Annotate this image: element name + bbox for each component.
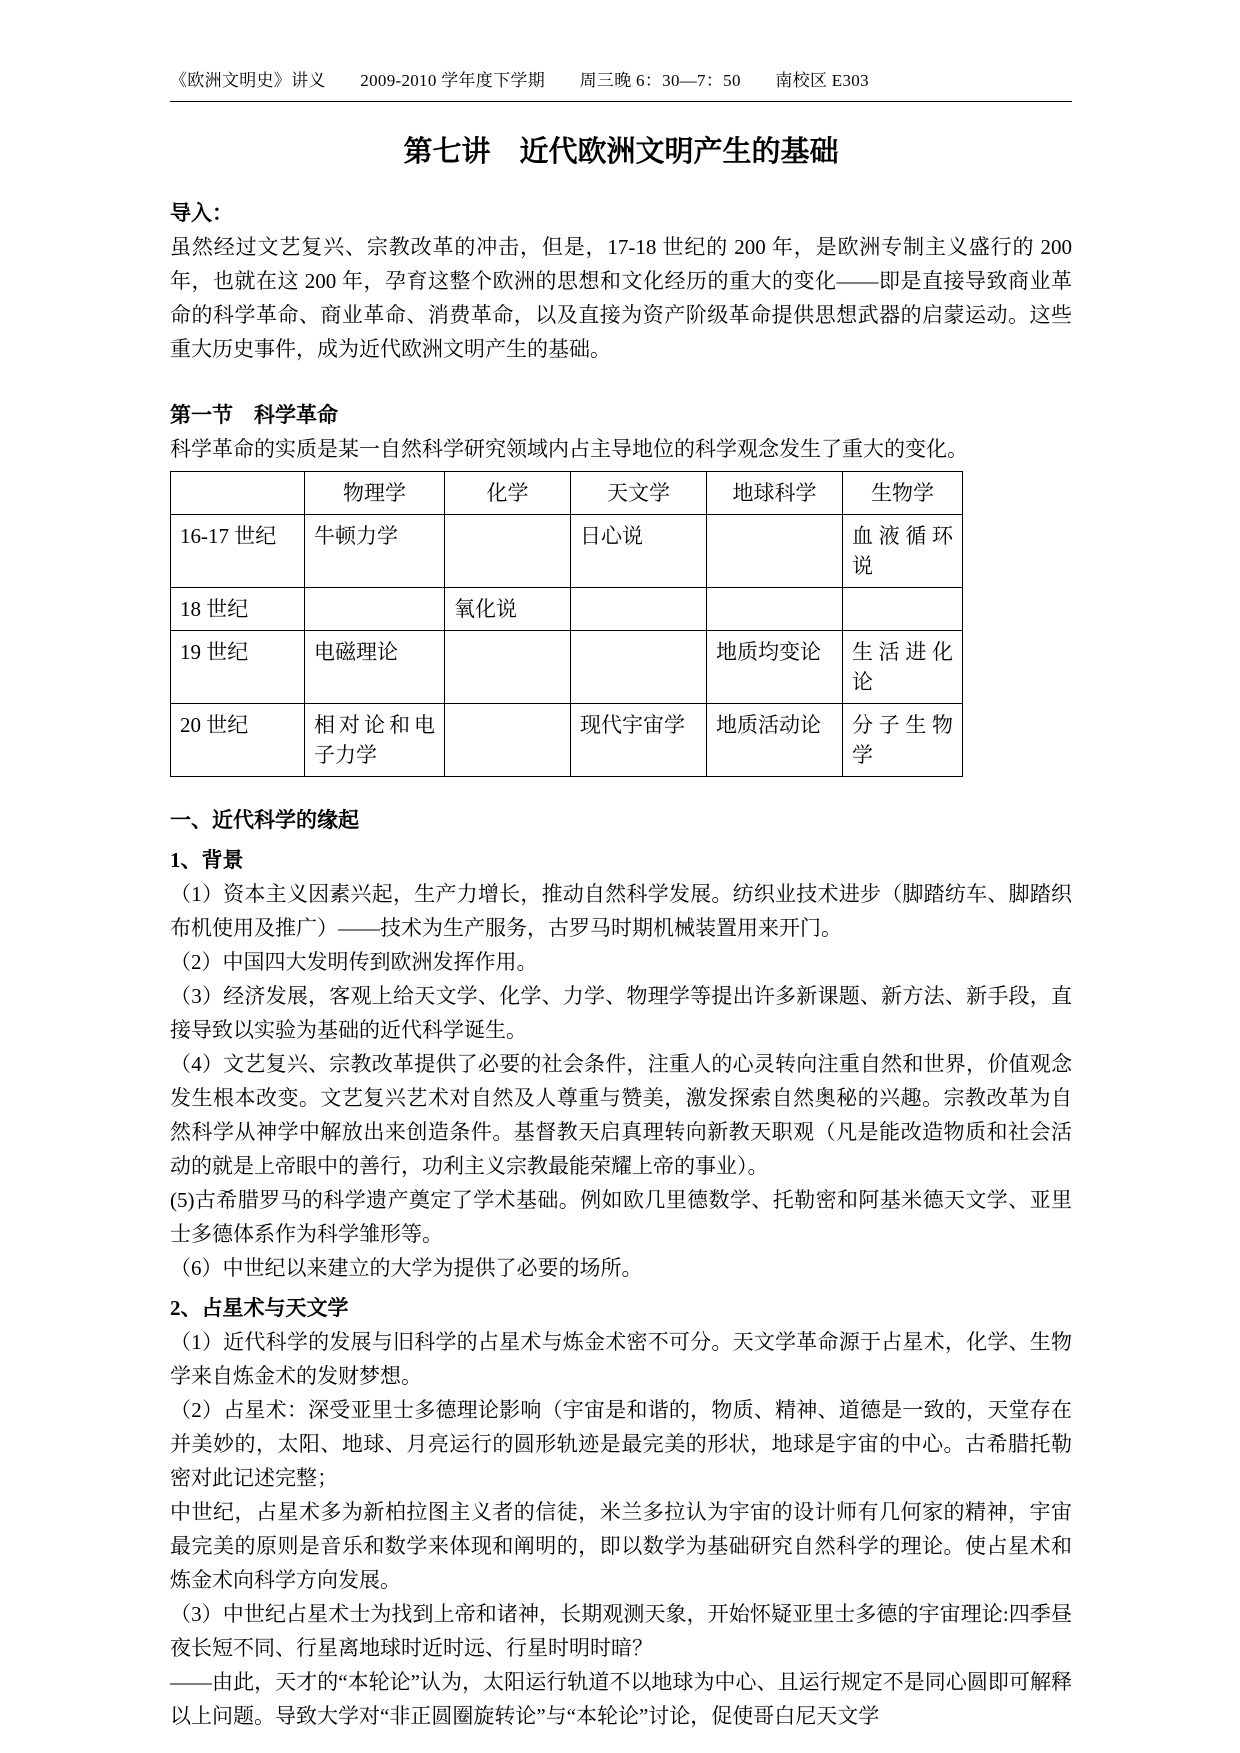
table-header-cell: 生物学 (843, 472, 963, 515)
table-cell: 电磁理论 (305, 631, 445, 704)
table-cell: 氧化说 (445, 588, 571, 631)
astrology-heading: 2、占星术与天文学 (170, 1296, 349, 1320)
table-cell: 20 世纪 (171, 704, 305, 777)
table-header-row (171, 472, 963, 515)
table-cell (571, 631, 707, 704)
table-cell: 19 世纪 (171, 631, 305, 704)
table-row (171, 588, 963, 631)
table-cell (571, 588, 707, 631)
astrology-item-5: ——由此，天才的“本轮论”认为，太阳运行轨道不以地球为中心、且运行规定不是同心圆即可解释以上问题。导致大学对“非正圆圈旋转论”与“本轮论”讨论，促使哥白尼天文学 (170, 1670, 1072, 1728)
table-row (171, 515, 963, 588)
table-cell: 分子生物学 (843, 704, 963, 777)
background-item-6: （6）中世纪以来建立的大学为提供了必要的场所。 (170, 1256, 643, 1280)
table-cell: 现代宇宙学 (571, 704, 707, 777)
intro-paragraph: 虽然经过文艺复兴、宗教改革的冲击，但是，17-18 世纪的 200 年，是欧洲专制主义盛行的 200 年，也就在这 200 年，孕育这整个欧洲的思想和文化经历的重大的变化——即是直接导致商业革命的科学革命、商业革命、消费革命，以及直接为资产阶级革命提供思想武器的启蒙运动。这些重大历史事件，成为近代欧洲文明产生的基础。 (170, 235, 1072, 361)
background-item-3: （3）经济发展，客观上给天文学、化学、力学、物理学等提出许多新课题、新方法、新手段，直接导致以实验为基础的近代科学诞生。 (170, 984, 1072, 1042)
astrology-item-4: （3）中世纪占星术士为找到上帝和诸神，长期观测天象，开始怀疑亚里士多德的宇宙理论:四季昼夜长短不同、行星离地球时近时远、行星时明时暗？ (170, 1602, 1072, 1660)
table-cell (707, 515, 843, 588)
background-item-5: (5)古希腊罗马的科学遗产奠定了学术基础。例如欧几里德数学、托勒密和阿基米德天文学、亚里士多德体系作为科学雏形等。 (170, 1188, 1072, 1246)
table-cell: 日心说 (571, 515, 707, 588)
table-cell: 相对论和电子力学 (305, 704, 445, 777)
page-header: 《欧洲文明史》讲义 2009-2010 学年度下学期 周三晚 6：30—7：50 南校区 E303 (170, 70, 1072, 102)
science-revolution-table (170, 471, 963, 777)
astrology-item-2: （2）占星术：深受亚里士多德理论影响（宇宙是和谐的，物质、精神、道德是一致的，天堂存在并美妙的，太阳、地球、月亮运行的圆形轨迹是最完美的形状，地球是宇宙的中心。古希腊托勒密对此记述完整； (170, 1398, 1072, 1490)
table-header-cell: 化学 (445, 472, 571, 515)
table-cell: 血液循环说 (843, 515, 963, 588)
table-row (171, 631, 963, 704)
table-cell (707, 588, 843, 631)
table-cell: 地质活动论 (707, 704, 843, 777)
section1-lead: 科学革命的实质是某一自然科学研究领域内占主导地位的科学观念发生了重大的变化。 (170, 437, 968, 461)
table-cell (445, 515, 571, 588)
document-title: 第七讲 近代欧洲文明产生的基础 (403, 136, 839, 168)
table-cell (445, 631, 571, 704)
section1-heading: 第一节 科学革命 (170, 403, 338, 427)
origin-section-heading: 一、近代科学的缘起 (170, 808, 359, 832)
table-header-cell (171, 472, 305, 515)
table-header-cell: 地球科学 (707, 472, 843, 515)
astrology-item-1: （1）近代科学的发展与旧科学的占星术与炼金术密不可分。天文学革命源于占星术，化学、生物学来自炼金术的发财梦想。 (170, 1330, 1072, 1388)
background-item-4: （4）文艺复兴、宗教改革提供了必要的社会条件，注重人的心灵转向注重自然和世界，价值观念发生根本改变。文艺复兴艺术对自然及人尊重与赞美，激发探索自然奥秘的兴趣。宗教改革为自然科学从神学中解放出来创造条件。基督教天启真理转向新教天职观（凡是能改造物质和社会活动的就是上帝眼中的善行，功利主义宗教最能荣耀上帝的事业）。 (170, 1052, 1072, 1178)
table-cell: 地质均变论 (707, 631, 843, 704)
intro-label: 导入： (170, 201, 233, 225)
table-cell: 18 世纪 (171, 588, 305, 631)
table-header-cell: 天文学 (571, 472, 707, 515)
astrology-item-3: 中世纪，占星术多为新柏拉图主义者的信徒，米兰多拉认为宇宙的设计师有几何家的精神，宇宙最完美的原则是音乐和数学来体现和阐明的，即以数学为基础研究自然科学的理论。使占星术和炼金术向科学方向发展。 (170, 1500, 1072, 1592)
table-cell: 生活进化论 (843, 631, 963, 704)
background-heading: 1、背景 (170, 848, 244, 872)
table-header-cell: 物理学 (305, 472, 445, 515)
table-cell: 牛顿力学 (305, 515, 445, 588)
table-row (171, 704, 963, 777)
background-item-1: （1）资本主义因素兴起，生产力增长，推动自然科学发展。纺织业技术进步（脚踏纺车、脚踏织布机使用及推广）——技术为生产服务，古罗马时期机械装置用来开门。 (170, 882, 1072, 940)
table-cell (305, 588, 445, 631)
table-cell: 16-17 世纪 (171, 515, 305, 588)
background-item-2: （2）中国四大发明传到欧洲发挥作用。 (170, 950, 538, 974)
table-cell (445, 704, 571, 777)
table-cell (843, 588, 963, 631)
